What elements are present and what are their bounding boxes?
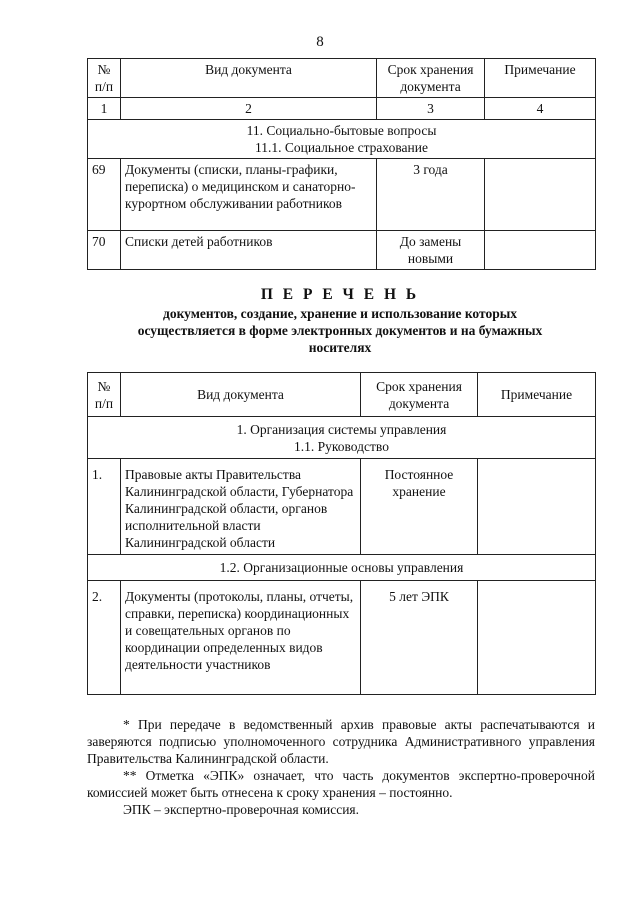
table-row [88,231,596,270]
footnote: ЭПК – экспертно-проверочная комиссия. [123,802,360,817]
row-doc-type: Документы (списки, планы-графики, переписка) о медицинском и санаторно-курортном обслуживании работников [121,159,377,231]
row-doc-type: Документы (протоколы, планы, отчеты, справки, переписка) координационных и совещательных органов по координации определенных видов деятельности участников [121,581,361,695]
row-num: 1. [88,459,121,555]
col-number: 4 [485,98,596,120]
section-title: 1. Организация системы управления [236,422,447,437]
subsection-title: 11.1. Социальное страхование [254,140,428,155]
footnote: ** Отметка «ЭПК» означает, что часть документов экспертно-проверочной комиссией может быть отнесена к сроку хранения – постоянно. [87,768,595,800]
table-header-row [88,373,596,417]
list-subtitle: документов, создание, хранение и использование которых осуществляется в форме электронных документов и на бумажных носителях [137,306,543,355]
col-number: 1 [88,98,121,120]
header-num: № п/п [88,59,121,98]
subsection-title: 1.1. Руководство [294,439,389,454]
section-title: 11. Социально-бытовые вопросы [246,123,437,138]
page-number: 8 [316,34,324,50]
table-row [88,581,596,695]
row-num: 2. [88,581,121,695]
section-row [88,555,596,581]
header-storage-term: Срок хранения документа [361,373,478,417]
header-doc-type: Вид документа [121,373,361,417]
list-heading [120,286,560,356]
section-heading-cell [88,120,596,159]
header-storage-term: Срок хранения документа [377,59,485,98]
section-row [88,417,596,459]
list-title: П Е Р Е Ч Е Н Ь [260,286,420,303]
row-num: 70 [88,231,121,270]
header-doc-type: Вид документа [121,59,377,98]
row-num: 69 [88,159,121,231]
footnotes [87,716,595,818]
row-doc-type: Правовые акты Правительства Калининградской области, Губернатора Калининградской области, органов исполнительной власти Калининградской области [121,459,361,555]
subsection-title: 1.2. Организационные основы управления [88,555,596,581]
header-num: № п/п [88,373,121,417]
row-storage-term: Постоянное хранение [361,459,478,555]
row-note [478,581,596,695]
row-note [478,459,596,555]
table-header-row [88,59,596,98]
row-storage-term: 3 года [377,159,485,231]
footnote: * При передаче в ведомственный архив правовые акты распечатываются и заверяются подписью уполномоченного сотрудника Административного управления Правительства Калининградской области. [87,717,595,766]
header-note: Примечание [485,59,596,98]
row-note [485,231,596,270]
row-storage-term: 5 лет ЭПК [361,581,478,695]
storage-table-social [87,58,596,270]
column-number-row [88,98,596,120]
header-note: Примечание [478,373,596,417]
section-row [88,120,596,159]
col-number: 3 [377,98,485,120]
table-row [88,159,596,231]
table-row [88,459,596,555]
row-storage-term: До замены новыми [377,231,485,270]
col-number: 2 [121,98,377,120]
row-note [485,159,596,231]
section-heading-cell [88,417,596,459]
row-doc-type: Списки детей работников [121,231,377,270]
storage-table-management [87,372,596,695]
